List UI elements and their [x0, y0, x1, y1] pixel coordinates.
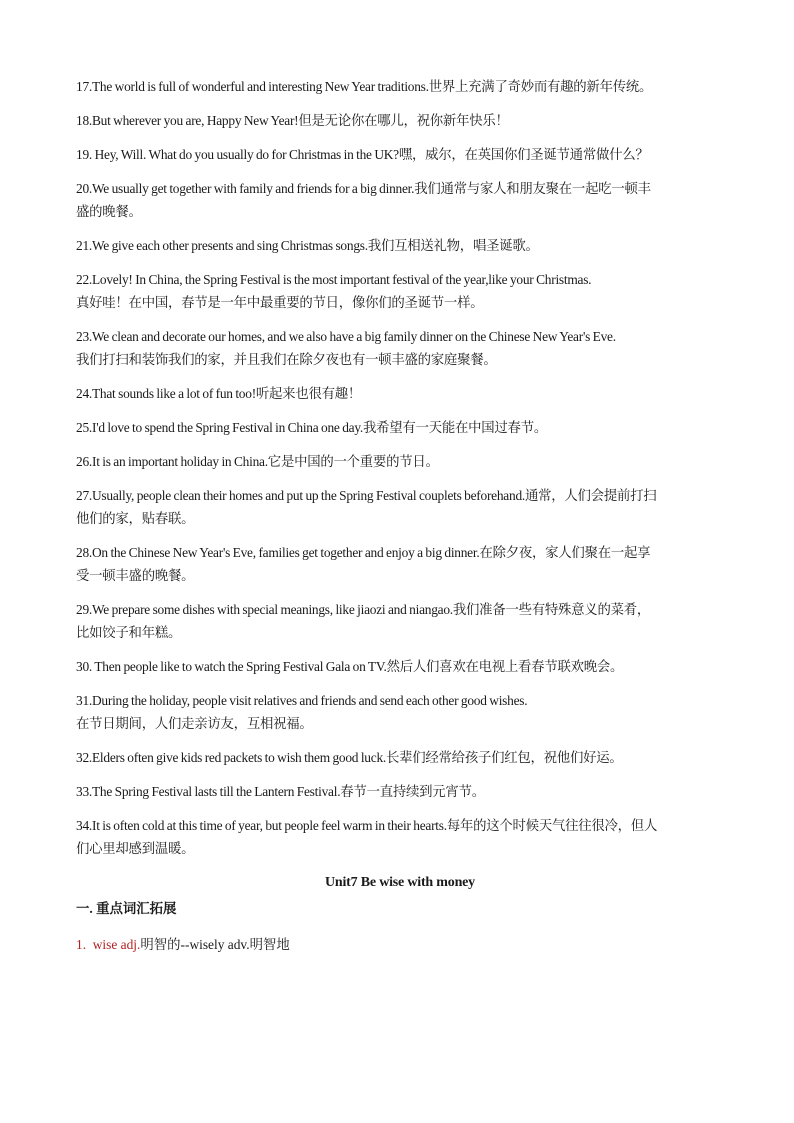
- sentence-item: [76, 450, 724, 473]
- sentence-item: [76, 598, 724, 644]
- sentence-line: 18.But wherever you are, Happy New Year!但是无论你在哪儿，祝你新年快乐！: [76, 113, 509, 128]
- sentence-item: [76, 416, 724, 439]
- sentence-line: 34.It is often cold at this time of year, but people feel warm in their hearts.每年的这个时候天气往往很冷，但人: [76, 818, 658, 833]
- sentence-line: 在节日期间，人们走亲访友，互相祝福。: [76, 716, 313, 731]
- vocab-definition: 明智的--wisely adv.明智地: [140, 937, 290, 952]
- unit-title: Unit7 Be wise with money: [325, 875, 475, 890]
- sentence-line: 们心里却感到温暖。: [76, 841, 195, 856]
- vocab-number: 1.: [76, 937, 87, 952]
- sentence-item: [76, 382, 724, 405]
- sentence-item: [76, 780, 724, 803]
- sentence-line: 17.The world is full of wonderful and interesting New Year traditions.世界上充满了奇妙而有趣的新年传统。: [76, 79, 653, 94]
- sentence-item: [76, 689, 724, 735]
- document-content: [76, 75, 724, 956]
- sentence-item: [76, 143, 724, 166]
- sentence-line: 真好哇！在中国，春节是一年中最重要的节日，像你们的圣诞节一样。: [76, 295, 484, 310]
- sentence-item: [76, 655, 724, 678]
- sentence-line: 比如饺子和年糕。: [76, 625, 182, 640]
- sentence-item: [76, 541, 724, 587]
- sentence-line: 我们打扫和装饰我们的家，并且我们在除夕夜也有一顿丰盛的家庭聚餐。: [76, 352, 497, 367]
- sentence-line: 26.It is an important holiday in China.它是中国的一个重要的节日。: [76, 454, 439, 469]
- sentence-line: 25.I'd love to spend the Spring Festival in China one day.我希望有一天能在中国过春节。: [76, 420, 547, 435]
- section-heading: 一. 重点词汇拓展: [76, 901, 177, 916]
- sentence-item: [76, 484, 724, 530]
- sentence-item: [76, 814, 724, 860]
- sentence-list: [76, 75, 724, 860]
- sentence-line: 23.We clean and decorate our homes, and we also have a big family dinner on the Chinese New Year's Eve.: [76, 329, 616, 344]
- sentence-item: [76, 75, 724, 98]
- sentence-line: 28.On the Chinese New Year's Eve, families get together and enjoy a big dinner.在除夕夜，家人们聚在一起享: [76, 545, 651, 560]
- vocab-item: [76, 934, 724, 956]
- vocab-term: wise adj.: [92, 937, 141, 952]
- sentence-line: 33.The Spring Festival lasts till the Lantern Festival.春节一直持续到元宵节。: [76, 784, 485, 799]
- sentence-line: 24.That sounds like a lot of fun too!听起来也很有趣！: [76, 386, 362, 401]
- sentence-item: [76, 325, 724, 371]
- sentence-item: [76, 268, 724, 314]
- sentence-line: 受一顿丰盛的晚餐。: [76, 568, 195, 583]
- sentence-line: 盛的晚餐。: [76, 204, 142, 219]
- sentence-line: 21.We give each other presents and sing Christmas songs.我们互相送礼物，唱圣诞歌。: [76, 238, 539, 253]
- sentence-line: 30. Then people like to watch the Spring Festival Gala on TV.然后人们喜欢在电视上看春节联欢晚会。: [76, 659, 624, 674]
- sentence-line: 19. Hey, Will. What do you usually do for Christmas in the UK?嘿，威尔，在英国你们圣诞节通常做什么？: [76, 147, 649, 162]
- sentence-item: [76, 177, 724, 223]
- sentence-line: 29.We prepare some dishes with special meanings, like jiaozi and niangao.我们准备一些有特殊意义的菜肴，: [76, 602, 651, 617]
- sentence-item: [76, 234, 724, 257]
- sentence-line: 20.We usually get together with family and friends for a big dinner.我们通常与家人和朋友聚在一起吃一顿丰: [76, 181, 651, 196]
- sentence-line: 他们的家，贴春联。: [76, 511, 195, 526]
- sentence-line: 27.Usually, people clean their homes and put up the Spring Festival couplets beforehand.通常，人们会提前打扫: [76, 488, 657, 503]
- sentence-line: 22.Lovely! In China, the Spring Festival is the most important festival of the year,like your Christmas.: [76, 272, 592, 287]
- sentence-line: 32.Elders often give kids red packets to wish them good luck.长辈们经常给孩子们红包，祝他们好运。: [76, 750, 623, 765]
- sentence-line: 31.During the holiday, people visit relatives and friends and send each other good wishes.: [76, 693, 528, 708]
- sentence-item: [76, 746, 724, 769]
- sentence-item: [76, 109, 724, 132]
